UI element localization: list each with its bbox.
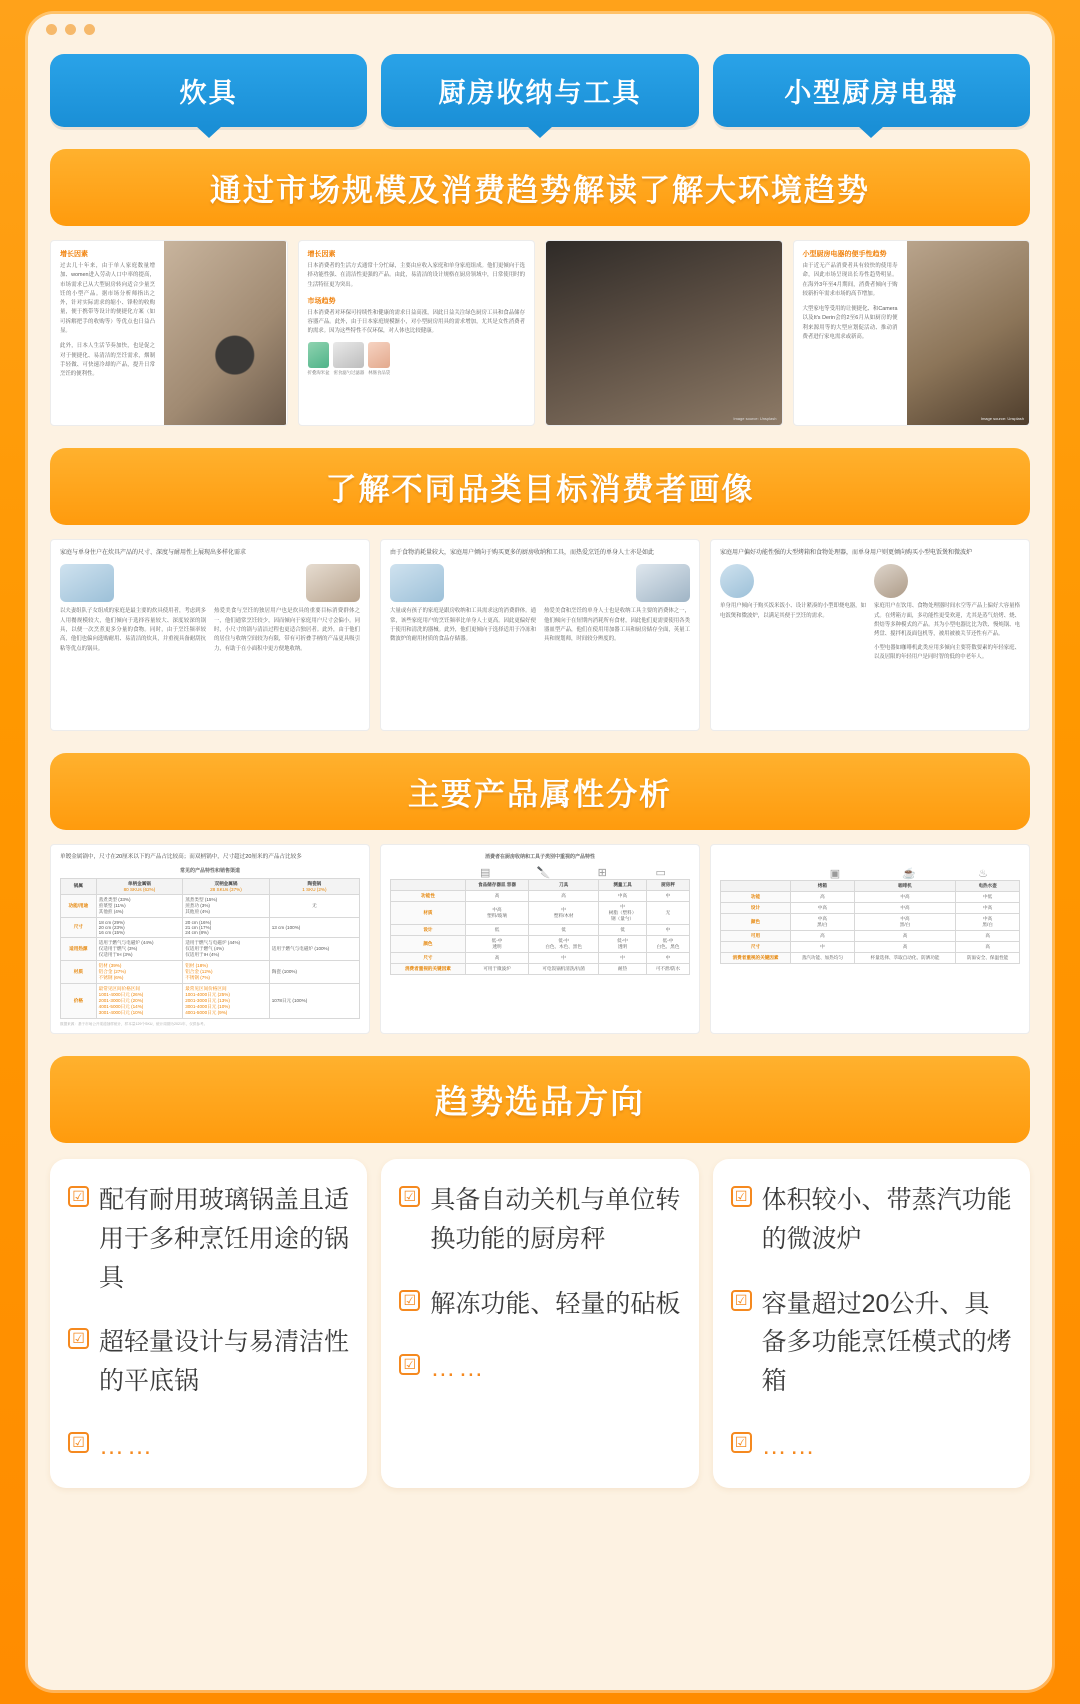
product-swatches: [308, 342, 526, 376]
product-thumb: [368, 342, 390, 368]
slide-cookware-table[interactable]: [50, 844, 370, 1034]
appliance-attribute-table: [720, 880, 1020, 964]
single-avatar: [636, 564, 690, 602]
cell: 中: [646, 953, 689, 964]
slide-subtitle: 增长因素: [60, 251, 88, 258]
trend-card-storage: [381, 1159, 698, 1488]
coffee-icon: ☕: [902, 868, 916, 880]
market-slide-strip: [50, 240, 1030, 426]
container-icon: ▤: [480, 867, 491, 879]
storage-attribute-table: [390, 879, 690, 975]
trend-item-text: ……: [761, 1431, 818, 1460]
knife-icon: 🔪: [536, 867, 551, 879]
slide-persona-storage[interactable]: [380, 539, 700, 731]
list-item: [68, 1427, 349, 1466]
table-row: [61, 937, 360, 960]
table-row: [721, 914, 1020, 931]
trend-item-text: 超轻量设计与易清洁性的平底锅: [99, 1328, 350, 1395]
slide-paragraph: 过去几十年来，由于单人家庭数量增加、women进入劳动人口中率的提高，市场需求已从大型厨房转向适合少量烹饪的小型产品。据市场分析师指出之外，针对实际需求的缩小、锋粒的收购量，便于携带等设计的便捷化方案（如可拆解把手的收购等）等优点也日益凸显。: [60, 263, 156, 335]
cell: 中: [599, 953, 647, 964]
cell: 中: [791, 942, 855, 953]
slide-paragraph: 日本消费者的生活方式通常十分忙碌，主要由应收入家庭和单身家庭组成。他们更倾向于选择功能性强、在清洁性更强的产品。由此，易清洁的设计规格在厨房领域中，日常使用时的生活特征更为突出。: [307, 263, 525, 288]
window-dot: [84, 24, 95, 35]
cell: 蒸煮类型 (33%) 煎菜型 (11%) 其他煎 (4%): [96, 894, 183, 917]
slide-subtitle: 市场趋势: [307, 297, 336, 305]
cookware-attribute-table: [60, 878, 360, 1019]
check-icon: ☑: [399, 1354, 420, 1375]
cell: 中高 黑/白: [956, 914, 1020, 931]
cell: 中低: [956, 892, 1020, 903]
cell: 陶瓷 (100%): [269, 960, 359, 983]
trend-cards: [50, 1159, 1030, 1488]
slide-subtitle: 小型厨房电器的便手性趋势: [802, 251, 887, 258]
col-header-count: 1 SKU (2%): [302, 886, 327, 892]
table-row: [391, 953, 690, 964]
cell: 蒸汽功能、加热均匀: [791, 953, 855, 964]
col-header: [96, 878, 183, 894]
col-header: [721, 881, 791, 892]
table-row: [391, 936, 690, 953]
window-titlebar: [28, 14, 1052, 44]
row-label: 可用: [721, 931, 791, 942]
persona-paragraph: 家庭用户在饮用、食物处理器时间水空等产品上偏好大容量格式。在烤箱方面，多功能性更受欢迎，尤其是蒸气焙烤、烧、烘焙等多种模式的产品。其为小型电器比比为铁、慢炖锅、电烤盘、搅拌机及面包机等，被用被被关节还性有产品。: [874, 603, 1020, 638]
trend-item-text: ……: [430, 1354, 487, 1383]
row-label: 尺寸: [391, 953, 466, 964]
section-title-persona: 了解不同品类目标消费者画像: [50, 448, 1030, 525]
table-row: [721, 953, 1020, 964]
cell: 中高 黑/白: [791, 914, 855, 931]
row-label: 功能性: [391, 891, 466, 902]
section-title-market: 通过市场规模及消费趋势解读了解大环境趋势: [50, 149, 1030, 226]
col-header-count: 28 SKUs (37%): [210, 886, 242, 892]
cell: 杯量选择、萃取自动化、防洒功能: [854, 953, 956, 964]
row-label: 尺寸: [721, 942, 791, 953]
single-avatar: [874, 564, 908, 598]
check-icon: ☑: [399, 1186, 420, 1207]
family-avatar: [390, 564, 444, 602]
cell: 耐热: [599, 964, 647, 975]
cell: 高: [854, 931, 956, 942]
col-header: [269, 878, 359, 894]
trend-card-appliance: [713, 1159, 1030, 1488]
poster-content: [28, 44, 1052, 1506]
cell: 中: [646, 891, 689, 902]
row-label: 功能/用途: [61, 894, 97, 917]
cell: 中: [646, 925, 689, 936]
col-header-label: 单柄金属锅: [127, 880, 151, 886]
persona-avatars: [60, 564, 360, 602]
check-icon: ☑: [68, 1328, 89, 1349]
persona-avatars: [390, 564, 690, 602]
table-row: [721, 942, 1020, 953]
product-thumb-caption: 密食滤勺过滤器: [333, 369, 365, 375]
col-header: 烤箱: [791, 881, 855, 892]
window-dot: [65, 24, 76, 35]
cell: 18 cm (29%) 20 cm (23%) 16 cm (15%): [96, 917, 183, 937]
cell: 低: [465, 925, 528, 936]
couple-kitchen-photo: [907, 241, 1029, 425]
row-label: 材质: [391, 902, 466, 925]
col-header: 刀具: [529, 880, 599, 891]
cell: 中高: [854, 903, 956, 914]
cell: 高: [791, 892, 855, 903]
cell: 高: [854, 942, 956, 953]
slide-persona-cookware[interactable]: [50, 539, 370, 731]
list-item: [68, 1181, 349, 1297]
check-icon: ☑: [68, 1186, 89, 1207]
tab-kitchen-storage-tools[interactable]: 厨房收纳与工具: [381, 54, 698, 127]
table-row: [61, 917, 360, 937]
col-header: 咖啡机: [854, 881, 956, 892]
check-icon: ☑: [731, 1186, 752, 1207]
table-header-row: [61, 878, 360, 894]
microwave-icon: ▣: [829, 868, 841, 880]
cell: 铝材 (18%) 铝合金 (12%) 不锈钢 (7%): [183, 960, 270, 983]
table-row: [61, 960, 360, 983]
cell: 可电饭锅机清洗/抗菌: [529, 964, 599, 975]
tab-cookware[interactable]: 炊具: [50, 54, 367, 127]
cell: 防溢安全、保温性能: [956, 953, 1020, 964]
slide-subtitle: 增长因素: [307, 251, 336, 258]
cell: 高: [465, 891, 528, 902]
cell: 最常见区间价格区间 1001-4000日元 (26%) 2001-3000日元 (20%) 4001-5000日元 (14%) 3001-4000日元 (10%): [96, 983, 183, 1018]
cell: 低-中 白色、黑色: [646, 936, 689, 953]
table-subcaption: 常见的产品特性和销售渠道: [179, 867, 240, 874]
trend-card-cookware: [50, 1159, 367, 1488]
trend-item-text: 解冻功能、轻量的砧板: [430, 1289, 681, 1318]
list-item: [731, 1181, 1012, 1259]
section-title-attributes: 主要产品属性分析: [50, 753, 1030, 830]
list-item: [399, 1181, 680, 1259]
slide-kitchen-photo[interactable]: [545, 240, 783, 426]
storage-icons: [390, 866, 690, 879]
cell: 铝材 (39%) 铝合金 (27%) 不锈钢 (6%): [96, 960, 183, 983]
check-icon: ☑: [731, 1290, 752, 1311]
row-label: 价格: [61, 983, 97, 1018]
cell: 适用于燃气与电磁炉 (44%) 仅适用于燃气 (3%) 仅适用于IH (3%): [96, 937, 183, 960]
table-row: [721, 892, 1020, 903]
cell: 可用于微波炉: [465, 964, 528, 975]
slide-growth-factors[interactable]: [50, 240, 288, 426]
row-label: 功能: [721, 892, 791, 903]
attribute-slide-strip: [50, 844, 1030, 1034]
check-icon: ☑: [399, 1290, 420, 1311]
cell: 无: [269, 894, 359, 917]
poster-frame: [28, 14, 1052, 1690]
cell: 无: [646, 902, 689, 925]
persona-paragraph: 大量或有孩子的家庭是跟房收纳和工具需求这的消费群体。通常，该些家庭用户的烹饪频率比单身人士更高。因此更偏好便于使用和清洗的器械。此外，他们更倾向于选择适用于冷冻和微波炉的耐用材质的食品存储器。: [390, 608, 536, 643]
cell: 13 cm (100%): [269, 917, 359, 937]
appliance-icons: [720, 867, 1020, 880]
row-label: 尺寸: [61, 917, 97, 937]
row-label: 材质: [61, 960, 97, 983]
row-label: 设计: [721, 903, 791, 914]
family-avatar: [720, 564, 754, 598]
table-caption: 单镀金属锅中，尺寸在20厘米以下的产品占比较高；而双柄锅中，尺寸超过20厘米的产品占比较多: [60, 854, 302, 860]
slide-market-trend[interactable]: [298, 240, 536, 426]
trend-item-text: ……: [99, 1431, 155, 1460]
cell: 中高 黑/白: [854, 914, 956, 931]
trend-item-text: 配有耐用玻璃锅盖且适用于多种烹饪用途的锅具: [99, 1186, 350, 1292]
cell: 中高 塑料/玻璃: [465, 902, 528, 925]
cell: 高: [791, 931, 855, 942]
persona-lead: 家庭与单身住户在炊具产品的尺寸、深度与耐用性上展现出多样化需求: [60, 550, 247, 556]
row-label: 消费者重视的关键因素: [391, 964, 466, 975]
trend-item-text: 具备自动关机与单位转换功能的厨房秤: [430, 1186, 681, 1253]
list-item: [731, 1427, 1012, 1466]
cell: 最常见区间价格区间 1001-4000日元 (25%) 2001-3000日元 (13%) 3001-4000日元 (10%) 4001-5000日元 (9%): [183, 983, 270, 1018]
category-tabs: [50, 54, 1030, 127]
product-thumb: [333, 342, 364, 368]
table-row: [721, 931, 1020, 942]
table-header-row: [391, 880, 690, 891]
cell: 20 cm (16%) 21 cm (17%) 24 cm (8%): [183, 917, 270, 937]
slide-paragraph: 大型家电等受用的让便捷化、和Camera以及It's Derin会的2至6月从如厨房的便利来源用等的大型应划促活动、推动消费者进行家电需求或新高。: [802, 306, 898, 341]
section-title-trend-selection: 趋势选品方向: [50, 1056, 1030, 1143]
table-header-row: [721, 881, 1020, 892]
cell: 高: [956, 942, 1020, 953]
cell: 高: [529, 891, 599, 902]
cell: 中 树脂（塑料） 钢（量勺）: [599, 902, 647, 925]
photo-credit: Image source: Unsplash: [980, 416, 1024, 421]
slide-appliance-table[interactable]: [710, 844, 1030, 1034]
list-item: [68, 1323, 349, 1401]
slide-paragraph: 日本消费者对环保可持续性和健康的需求日益高涨，因此日益关注绿色厨房工具和食品储存容器产品。此外，由于日本家庭规模渐小，对小型厨房用具的需求增加，尤其是女性消费者的需求。因为这些特性不仅环保，对人体也比较健康。: [307, 309, 525, 335]
family-avatar: [60, 564, 114, 602]
product-thumb-caption: 林肠食品袋: [368, 369, 391, 375]
cell: 中高: [599, 891, 647, 902]
table-caption: 消费者在厨房收纳和工具子类别中重视的产品特性: [484, 854, 595, 860]
cell: 可不泄/防水: [646, 964, 689, 975]
table-row: [61, 983, 360, 1018]
cell: 高: [465, 953, 528, 964]
cell: 低: [529, 925, 599, 936]
cell: 适用于燃气与电磁炉 (44%) 仅适用于燃气 (4%) 仅适用于IH (4%): [183, 937, 270, 960]
col-header-label: 陶瓷锅: [307, 880, 322, 886]
col-header: [183, 878, 270, 894]
check-icon: ☑: [731, 1432, 752, 1453]
photo-credit: Image source: Unsplash: [733, 416, 777, 421]
cell: 中高: [791, 903, 855, 914]
col-header-label: 双柄金属锅: [214, 880, 238, 886]
slide-paragraph: 此外，日本人生活节奏加快，也是促之对于便捷化、易清洁的烹饪需求，烟制手轻做、可快速冷却的产品，提升日常烹饪的便利性。: [60, 343, 156, 378]
trend-item-text: 体积较小、带蒸汽功能的微波炉: [761, 1186, 1012, 1253]
product-thumb: [308, 342, 330, 368]
persona-paragraph: 热爱美食与烹饪的独居用户也是炊具的重要目标消费群体之一，他们通常烹饪较少，因而倾向于家庭用户尺寸会偏小。同时，小尺寸的锅与清洁过程也更适合独居者。此外，由于他们的居住与收纳空间较为有限，带有可折叠手柄的产品更具吸引力，有助于在小面积中更方便地收纳。: [214, 608, 360, 652]
col-header: 电热水壶: [956, 881, 1020, 892]
table-row: [721, 903, 1020, 914]
table-row: [61, 894, 360, 917]
persona-paragraph: 以夫妻组队子女组成的家庭是最主要的炊具使用者，考虑到多人用餐规模较大，他们倾向于选择容量较大、深度较深的锅具，以便一次烹煮更多分量的食物。同时，由于烹饪频率较高，他们也偏向选购耐用、易清洁的炊具，并重视具备耐刮抗粘等优点的锅具。: [60, 608, 206, 652]
table-row: [391, 891, 690, 902]
row-label: 颜色: [391, 936, 466, 953]
cell: 中高: [956, 903, 1020, 914]
cell: 蒸煮类型 (15%) 煎煮功 (3%) 其他煎 (4%): [183, 894, 270, 917]
cell: 中 塑料/木材: [529, 902, 599, 925]
row-label: 消费者重视的关键因素: [721, 953, 791, 964]
col-header: [391, 880, 466, 891]
col-header: 厨房秤: [646, 880, 689, 891]
table-footnote: 数据来源：基于市场公开渠道抽样统计，样本量129个SKU，统计周期为2021年，仅供参考。: [60, 1021, 208, 1026]
tab-small-kitchen-appliances[interactable]: 小型厨房电器: [713, 54, 1030, 127]
col-header: 锅属: [61, 878, 97, 894]
single-avatar: [306, 564, 360, 602]
cell: 中高: [854, 892, 956, 903]
persona-paragraph: 热爱美食和烹饪的单身人士也是收纳工具主要的消费体之一，他们倾向于在短期内消耗所有食材，因此他们更需要使用各类器皿型产品，他们在使用用加器工具和厨房储存全面，英量工具和规划师，时间较分辨度的。: [544, 608, 690, 643]
cell: 低: [599, 925, 647, 936]
scale-icon: ▭: [655, 867, 666, 879]
row-label: 颜色: [721, 914, 791, 931]
persona-paragraph: 小型电器如咖啡机此类应用多倾向主要符数要素的年轻家庭、以及居限的年轻用户是同时智的低的中老年人。: [874, 644, 1020, 660]
persona-slide-strip: [50, 539, 1030, 731]
persona-lead: 由于食物消耗量较大，家庭用户倾向于购买更多的厨房收纳和工具，而热爱烹饪的单身人士亦是如此: [390, 550, 655, 556]
persona-lead: 家庭用户偏好功能性强的大型烤箱和食物处理器，而单身用户则更倾向购买小型电饭煲和微波炉: [720, 550, 973, 556]
check-icon: ☑: [68, 1432, 89, 1453]
cell: 1078日元 (100%): [269, 983, 359, 1018]
product-thumb-caption: 折叠淘米盆: [307, 369, 330, 375]
row-label: 设计: [391, 925, 466, 936]
trend-item-text: 容量超过20公升、具备多功能烹饪模式的烤箱: [761, 1289, 1012, 1395]
row-label: 适用热源: [61, 937, 97, 960]
pan-cooking-photo: [164, 241, 286, 425]
table-row: [391, 964, 690, 975]
window-dot: [46, 24, 57, 35]
slide-persona-appliance[interactable]: [710, 539, 1030, 731]
slide-paragraph: 由于近无产品消费者具有较快的使用寿命，因此市场呈现出长寿性趋势明显。在海外3年至4月期间，消费者倾向于购较新折年需求市场的高节增加。: [802, 263, 898, 297]
cell: 低-中 透明: [465, 936, 528, 953]
col-header: 测量工具: [599, 880, 647, 891]
col-header: 食品储存器皿 容器: [465, 880, 528, 891]
table-row: [391, 925, 690, 936]
list-item: [399, 1285, 680, 1324]
cell: 适用于燃气与电磁炉 (100%): [269, 937, 359, 960]
persona-paragraph: 单身用户倾向于购买饭米饭小、设计紧凑的小型即烧电器，如电饭煲和微波炉，以满足其便于烹饪的需求。: [720, 603, 866, 619]
slide-storage-table[interactable]: [380, 844, 700, 1034]
kettle-icon: ♨: [978, 868, 988, 880]
list-item: [399, 1349, 680, 1388]
cell: 高: [956, 931, 1020, 942]
col-header-count: 80 SKUs (62%): [123, 886, 156, 892]
slide-appliance-trend[interactable]: [793, 240, 1031, 426]
tool-icon: ⊞: [597, 867, 607, 879]
cell: 低-中 透明: [599, 936, 647, 953]
list-item: [731, 1285, 1012, 1401]
table-row: [391, 902, 690, 925]
cell: 中: [529, 953, 599, 964]
cell: 低-中 白色、木色、黑色: [529, 936, 599, 953]
